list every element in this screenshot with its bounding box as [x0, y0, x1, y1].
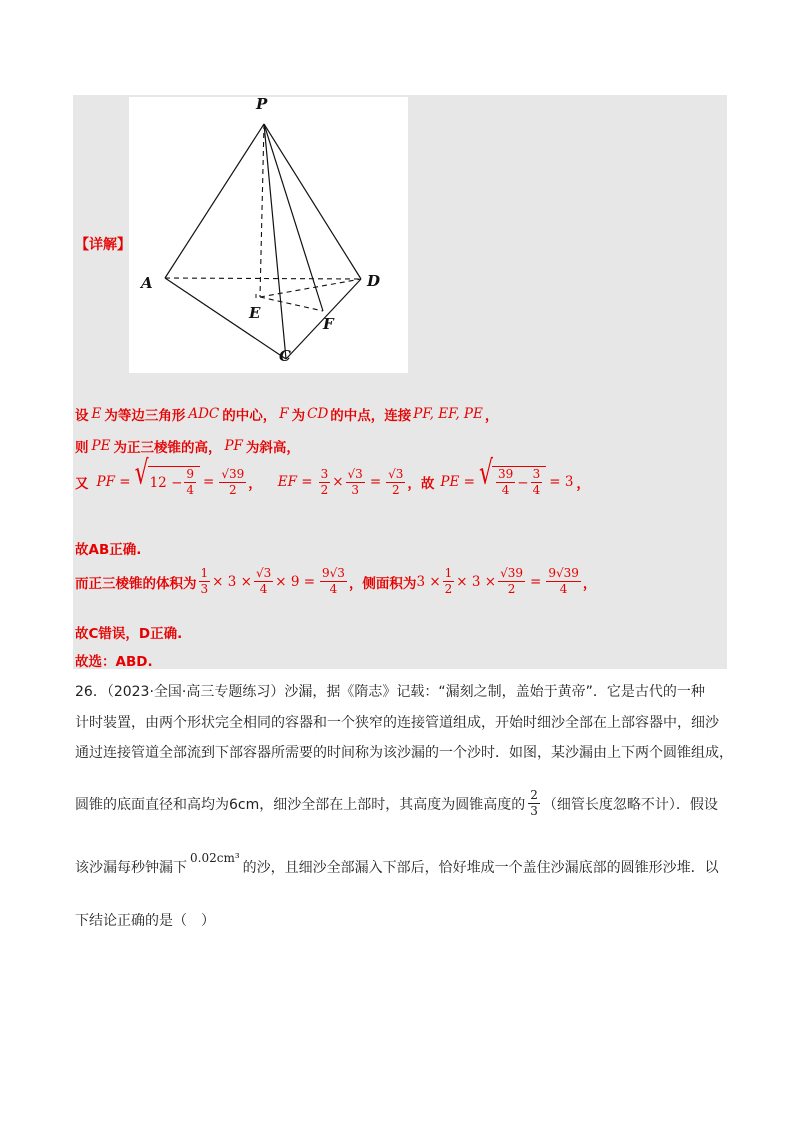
- solution-line-4: 故AB正确.: [75, 542, 142, 558]
- question-line-6: 下结论正确的是（ ）: [75, 913, 215, 929]
- two-thirds-fraction: $\frac{2}{3}$: [530, 788, 538, 818]
- question-line-4: 圆锥的底面直径和高均为6cm，细沙全部在上部时，其高度为圆锥高度的 $\frac{2}{3}$ （细管长度忽略不计）．假设: [75, 788, 718, 818]
- solution-line-2: 则 PE 为正三棱锥的高， PF 为斜高，: [75, 438, 300, 456]
- solution-line-7: 故选：ABD.: [75, 654, 153, 670]
- label-A: A: [141, 274, 153, 292]
- label-E: E: [249, 304, 261, 322]
- solution-line-6: 故C错误，D正确.: [75, 626, 183, 642]
- question-line-2: 计时装置，由两个形状完全相同的容器和一个狭窄的连接管道组成，开始时细沙全部在上部容器中，细沙: [75, 715, 719, 731]
- pyramid-diagram: [129, 97, 408, 373]
- solution-label: 【详解】: [75, 237, 131, 253]
- label-F: F: [323, 315, 334, 333]
- pyramid-figure: [129, 97, 408, 373]
- question-line-5: 该沙漏每秒钟漏下 0.02cm³ 的沙，且细沙全部漏入下部后，恰好堆成一个盖住沙漏底部的圆锥形沙堆．以: [75, 851, 719, 876]
- solution-line-3: 又 PF = √ 12 − $\frac{9}{4}$ = $\frac{√39}{2}$ ， EF = $\frac{3}{2}$ × $\frac{√3}{3}$ = $\frac{√3}{2}$ ，故 PE = √ $\frac{39}{4}$ − $\frac{3}{4}$ = 3 ，: [75, 455, 590, 497]
- question-line-3: 通过连接管道全部流到下部容器所需要的时间称为该沙漏的一个沙时．如图，某沙漏由上下两个圆锥组成，: [75, 745, 733, 761]
- label-C: C: [279, 347, 291, 365]
- sqrt-pe: √ $\frac{39}{4}$ − $\frac{3}{4}$: [479, 466, 546, 498]
- label-P: P: [256, 97, 268, 113]
- rate-value: 0.02cm³: [190, 851, 240, 865]
- sqrt-pf: √ 12 − $\frac{9}{4}$: [135, 466, 200, 498]
- label-D: D: [367, 272, 381, 290]
- solution-line-1: 设 E 为等边三角形 ADC 的中心， F 为 CD 的中点，连接 PF, EF, PE ，: [75, 406, 499, 424]
- question-line-1: 26．（2023·全国·高三专题练习）沙漏，据《隋志》记载：“漏刻之制，盖始于黄帝”．它是古代的一种: [75, 684, 705, 700]
- solution-line-5: 而正三棱锥的体积为 $\frac{1}{3}$ × 3 × $\frac{√3}{4}$ × 9 = $\frac{9√3}{4}$ ，侧面积为 3 × $\frac{1}{2}$ × 3 × $\frac{√39}{2}$ = $\frac{9√39}{4}$ ，: [75, 566, 597, 596]
